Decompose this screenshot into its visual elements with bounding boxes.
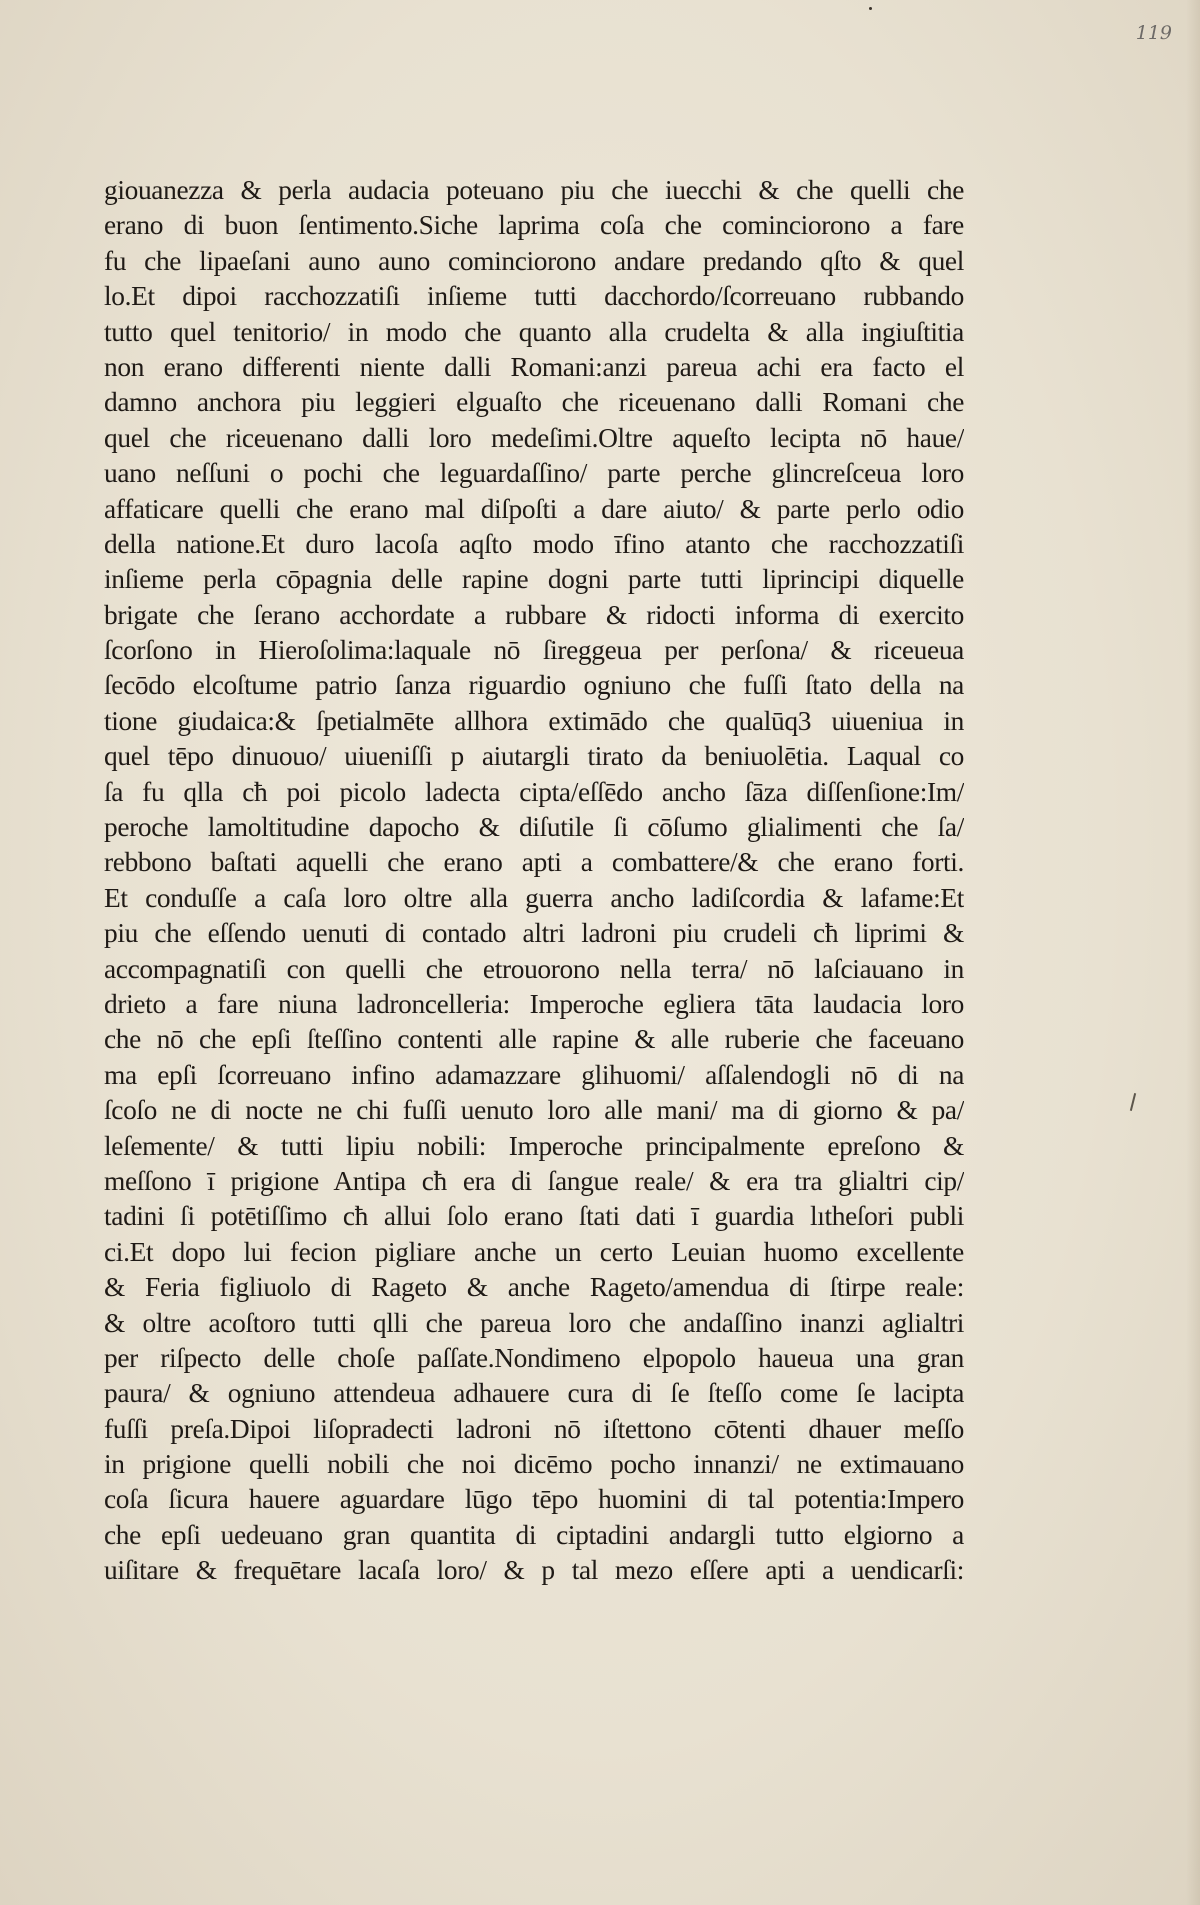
text-line: inſieme perla cōpagnia delle rapine dogni parte tutti liprincipi diquelle — [104, 564, 964, 595]
text-line: non erano differenti niente dalli Romani:anzi pareua achi era facto el — [104, 351, 964, 382]
text-line: ci.Et dopo lui fecion pigliare anche un certo Leuian huomo excellente — [104, 1236, 964, 1267]
text-line: uiſitare & frequētare lacaſa loro/ & p tal mezo eſſere apti a uendicarſi: — [104, 1555, 964, 1586]
text-line: per riſpecto delle choſe paſſate.Nondimeno elpopolo haueua una gran — [104, 1342, 964, 1373]
text-line: ſcoſo ne di nocte ne chi fuſſi uenuto loro alle mani/ ma di giorno & pa/ — [104, 1095, 964, 1126]
folio-number: 119 — [1135, 22, 1172, 44]
text-line: erano di buon ſentimento.Siche laprima coſa che cominciorono a fare — [104, 210, 964, 241]
text-line: coſa ſicura hauere aguardare lūgo tēpo huomini di tal potentia:Impero — [104, 1484, 964, 1515]
text-line: ma epſi ſcorreuano infino adamazzare glihuomi/ aſſalendogli nō di na — [104, 1059, 964, 1090]
text-line: della natione.Et duro lacoſa aqſto modo īfino atanto che racchozzatiſi — [104, 528, 964, 559]
text-line: & Feria figliuolo di Rageto & anche Rageto/amendua di ſtirpe reale: — [104, 1272, 964, 1303]
text-line: brigate che ſerano acchordate a rubbare & ridocti informa di exercito — [104, 599, 964, 630]
printed-text-block — [104, 173, 964, 1593]
text-line: che epſi uedeuano gran quantita di ciptadini andargli tutto elgiorno a — [104, 1519, 964, 1550]
text-line: quel tēpo dinuouo/ uiueniſſi p aiutargli tirato da beniuolētia. Laqual co — [104, 741, 964, 772]
text-line: ſa fu qlla cħ poi picolo ladecta cipta/eſſēdo ancho ſāza diſſenſione:Im/ — [104, 776, 964, 807]
margin-ink-mark — [1130, 1093, 1136, 1111]
text-line: leſemente/ & tutti lipiu nobili: Imperoche principalmente epreſono & — [104, 1130, 964, 1161]
text-line: ſcorſono in Hieroſolima:laquale nō ſireggeua per perſona/ & riceueua — [104, 635, 964, 666]
text-line: meſſono ī prigione Antipa cħ era di ſangue reale/ & era tra glialtri cip/ — [104, 1165, 964, 1196]
text-line: tadini ſi potētiſſimo cħ allui ſolo erano ſtati dati ī guardia lıtheſori publi — [104, 1201, 964, 1232]
text-line: paura/ & ogniuno attendeua adhauere cura di ſe ſteſſo come ſe lacipta — [104, 1378, 964, 1409]
text-line: quel che riceuenano dalli loro medeſimi.Oltre aqueſto lecipta nō haue/ — [104, 422, 964, 453]
text-line: tione giudaica:& ſpetialmēte allhora extimādo che qualūq3 uiueniua in — [104, 705, 964, 736]
text-line: uano neſſuni o pochi che leguardaſſino/ parte perche glincreſceua loro — [104, 458, 964, 489]
text-line: che nō che epſi ſteſſino contenti alle rapine & alle ruberie che faceuano — [104, 1024, 964, 1055]
text-line: drieto a fare niuna ladroncelleria: Imperoche egliera tāta laudacia loro — [104, 988, 964, 1019]
ink-speck — [869, 7, 872, 10]
text-line: & oltre acoſtoro tutti qlli che pareua loro che andaſſino inanzi aglialtri — [104, 1307, 964, 1338]
text-line: rebbono baſtati aquelli che erano apti a combattere/& che erano forti. — [104, 847, 964, 878]
text-line: in prigione quelli nobili che noi dicēmo pocho innanzi/ ne extimauano — [104, 1449, 964, 1480]
text-line: accompagnatiſi con quelli che etrouorono nella terra/ nō laſciauano in — [104, 953, 964, 984]
text-line: giouanezza & perla audacia poteuano piu che iuecchi & che quelli che — [104, 175, 964, 205]
text-line: damno anchora piu leggieri elguaſto che riceuenano dalli Romani che — [104, 387, 964, 418]
text-line: fuſſi preſa.Dipoi liſopradecti ladroni nō iſtettono cōtenti dhauer meſſo — [104, 1413, 964, 1444]
text-line: peroche lamoltitudine dapocho & diſutile ſi cōſumo glialimenti che ſa/ — [104, 812, 964, 843]
page-edge-shadow — [1186, 0, 1200, 1905]
text-line: piu che eſſendo uenuti di contado altri ladroni piu crudeli cħ liprimi & — [104, 918, 964, 949]
text-line: fu che lipaeſani auno auno cominciorono andare predando qſto & quel — [104, 245, 964, 276]
text-line: ſecōdo elcoſtume patrio ſanza riguardio ogniuno che fuſſi ſtato della na — [104, 670, 964, 701]
text-line: lo.Et dipoi racchozzatiſi inſieme tutti dacchordo/ſcorreuano rubbando — [104, 281, 964, 312]
text-line: affaticare quelli che erano mal diſpoſti a dare aiuto/ & parte perlo odio — [104, 493, 964, 524]
text-line: tutto quel tenitorio/ in modo che quanto alla crudelta & alla ingiuſtitia — [104, 316, 964, 347]
text-line: Et conduſſe a caſa loro oltre alla guerra ancho ladiſcordia & lafame:Et — [104, 882, 964, 913]
